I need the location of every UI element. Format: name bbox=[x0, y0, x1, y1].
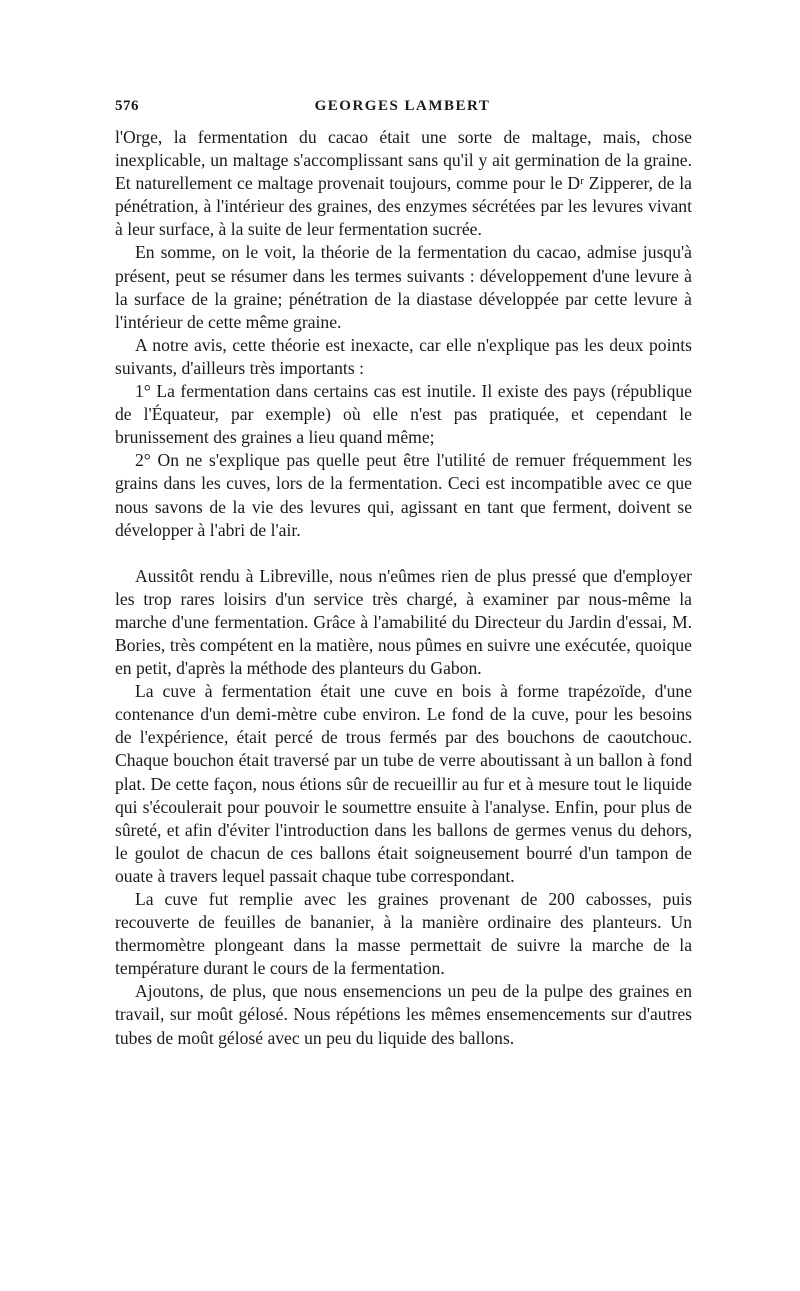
page-header bbox=[115, 98, 690, 120]
paragraph-4: 1° La fermentation dans certains cas est inutile. Il existe des pays (république de l'Équateur, par exemple) où elle n'est pas pratiquée, et cependant le brunissement des graines a lieu quand même; bbox=[115, 381, 692, 448]
paragraph-9: Ajoutons, de plus, que nous ensemencions un peu de la pulpe des graines en travail, sur moût gélosé. Nous répétions les mêmes ensemencements sur d'autres tubes de moût gélosé avec un peu du liquide des ballons. bbox=[115, 981, 692, 1048]
paragraph-1: l'Orge, la fermentation du cacao était une sorte de maltage, mais, chose inexplicable, un maltage s'accomplissant sans qu'il y ait germination de la graine. Et naturellement ce maltage provenait toujours, comme pour le Dʳ Zipperer, de la pénétration, à l'intérieur des graines, des enzymes sécrétées par les levures vivant à leur surface, à la suite de leur fermentation sucrée. bbox=[115, 127, 692, 240]
running-head: GEORGES LAMBERT bbox=[314, 98, 491, 114]
paragraph-2: En somme, on le voit, la théorie de la fermentation du cacao, admise jusqu'à présent, peut se résumer dans les termes suivants : développement d'une levure à la surface de la graine; pénétration de la diastase développée par cette levure à l'intérieur de cette même graine. bbox=[115, 242, 692, 332]
paragraph-6: Aussitôt rendu à Libreville, nous n'eûmes rien de plus pressé que d'employer les trop rares loisirs d'un service très chargé, à examiner par nous-même la marche d'une fermentation. Grâce à l'amabilité du Directeur du Jardin d'essai, M. Bories, très compétent en la matière, nous pûmes en suivre une exécutée, quoique en petit, d'après la méthode des planteurs du Gabon. bbox=[115, 565, 692, 679]
paragraph-5: 2° On ne s'explique pas quelle peut être l'utilité de remuer fréquemment les grains dans les cuves, lors de la fermentation. Ceci est incompatible avec ce que nous savons de la vie des levures qui, agissant en tant que ferment, doivent se développer à l'abri de l'air. bbox=[115, 450, 692, 540]
page-number: 576 bbox=[115, 98, 139, 114]
paragraph-3: A notre avis, cette théorie est inexacte, car elle n'explique pas les deux points suivants, d'ailleurs très importants : bbox=[115, 334, 692, 378]
paragraph-7: La cuve à fermentation était une cuve en bois à forme trapézoïde, d'une contenance d'un demi-mètre cube environ. Le fond de la cuve, pour les besoins de l'expérience, était percé de trous fermés par des bouchons de caoutchouc. Chaque bouchon était traversé par un tube de verre aboutissant à un ballon à fond plat. De cette façon, nous étions sûr de recueillir au fur et à mesure tout le liquide qui s'écoulerait pour pouvoir le soumettre ensuite à l'analyse. Enfin, pour plus de sûreté, et afin d'éviter l'introduction dans les ballons de germes venus du dehors, le goulot de chacun de ces ballons était soigneusement bourré d'un tampon de ouate à travers lequel passait chaque tube correspondant. bbox=[115, 681, 692, 886]
body-text bbox=[115, 126, 692, 1050]
paragraph-8: La cuve fut remplie avec les graines provenant de 200 cabosses, puis recouverte de feuilles de bananier, à la manière ordinaire des planteurs. Un thermomètre plongeant dans la masse permettait de suivre la marche de la température durant le cours de la fermentation. bbox=[115, 889, 692, 979]
